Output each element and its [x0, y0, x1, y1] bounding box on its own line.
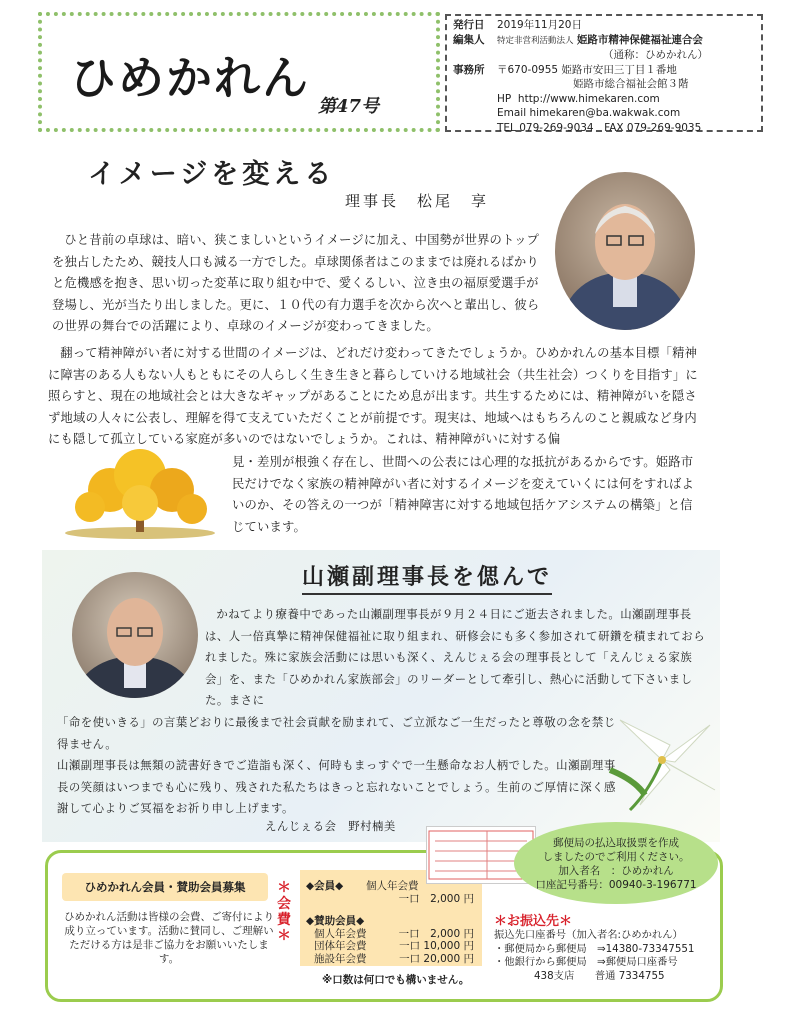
regular-member-label: ◆会員◆ — [306, 880, 344, 892]
bubble-line: しましたのでご利用ください。 — [542, 851, 690, 863]
fee-row-name: 個人年会費 — [314, 927, 367, 940]
bubble-line: 郵便局の払込取扱票を作成 — [553, 837, 679, 849]
newsletter-logo: ひめかれん — [70, 51, 310, 105]
date-label: 発行日 — [453, 19, 485, 31]
postal-transfer-bubble — [514, 822, 718, 904]
lily-illustration — [600, 700, 725, 820]
fee-row-name: 団体年会費 — [314, 940, 367, 952]
payment-line: 振込先口座番号（加入者名:ひめかれん） — [494, 929, 683, 941]
supporting-member-label: ◆賛助会員◆ — [306, 915, 365, 927]
membership-description: ひめかれん活動は皆様の会費、ご寄付により成り立っています。活動に賛同し、ご理解いただける方は是非ご協力をお願いいたします。 — [64, 911, 274, 965]
memorial-paragraph-1: かねてより療養中であった山瀬副理事長が９月２４日にご逝去されました。山瀬副理事長は、人一倍真摯に精神保健福祉に取り組まれ、研修会にも多く参加されて研鑽を積まれておられました。殊に家族会活動には思いも深く、えんじぇる会の理事長として「えんじぇる家族会」を、また「ひめかれん家族部会」のリーダーとして牽引し、熱心に活動して下さいました。まさに — [205, 607, 706, 707]
article-paragraph-3: 見・差別が根強く存在し、世間への公表には心理的な抵抗があるからです。姫路市民だけでなく家族の精神障がい者に対するイメージを変えていくには何をすればよいのか、その答えの一つが「精神障害に対する地域包括ケアシステムの構築」と信じています。 — [232, 455, 695, 534]
editor-org: 特定非営利活動法人 — [497, 35, 574, 46]
fee-row-value: 一口 10,000 円 — [399, 940, 474, 952]
hp-label: HP — [497, 92, 512, 105]
fee-label: ＊会費＊ — [277, 880, 291, 944]
email-link[interactable]: himekaren@ba.wakwak.com — [529, 107, 681, 119]
vice-chairman-photo — [72, 572, 198, 698]
memorial-paragraph-2: 「命を使いきる」の言葉どおりに最後まで社会貢献を励まれて、ご立派なご一生だったと尊敬の念を禁じ得ません。 — [57, 715, 616, 751]
office-building: 姫路市総合福祉会館３階 — [573, 78, 689, 90]
bubble-line: 口座記号番号：00940-3-196771 — [535, 879, 697, 891]
editor-alias: （通称：ひめかれん） — [603, 49, 708, 61]
fee-row-value: 一口 2,000 円 — [398, 927, 474, 940]
autumn-tree-illustration — [60, 445, 220, 540]
payment-title: ＊お振込先＊ — [494, 914, 573, 929]
fee-row — [306, 940, 476, 953]
bubble-line: 加入者名 ：ひめかれん — [558, 865, 674, 877]
editor-label: 編集人 — [453, 33, 485, 46]
office-label: 事務所 — [453, 63, 485, 76]
fee-note: ※口数は何口でも構いません。 — [322, 974, 470, 986]
memorial-title: 山瀬副理事長を偲んで — [302, 560, 552, 595]
memorial-signature: えんじぇる会 野村楠美 — [265, 819, 396, 833]
phone-fax: TEL 079-269-9034 FAX 079-269-9035 — [497, 121, 702, 134]
payment-details — [494, 929, 694, 983]
membership-title: ひめかれん会員・賛助会員募集 — [62, 873, 268, 901]
memorial-paragraph-3: 山瀬副理事長は無類の読書好きでご造詣も深く、何時もまっすぐで一生懸命なお人柄でした。山瀬副理事長の笑顔はいつまでも心に残り、残された私たちはきっと忘れないことでしょう。生前のご厚情に深く感謝して心よりご冥福をお祈り申し上げます。 — [57, 758, 616, 815]
article-paragraph-2: 翻って精神障がい者に対する世間のイメージは、どれだけ変わってきたでしょうか。ひめかれんの基本目標「精神に障害のある人もない人もともにその人らしく生き生きと暮らしていける地域社会（共生社会）つくりを目指す」に照らすと、現在の地域社会とは大きなギャップがあることにため息が出ます。共生するためには、精神障がいを隠さず地域の人々に公表し、理解を得て支えていただくことが前提です。現実は、地域へはもちろんのこと親戚など身内にも隠して孤立している家庭が多いのではないでしょうか。これは、精神障がいに対する偏 — [48, 346, 698, 446]
fee-row — [306, 953, 476, 966]
payment-line: ・他銀行から郵便局 ⇒郵便局口座番号 — [494, 956, 678, 968]
article-paragraph-1: ひと昔前の卓球は、暗い、狭こましいというイメージに加え、中国勢が世界のトップを独占したため、競技人口も減る一方でした。卓球関係者はこのままでは廃れるばかりと危機感を抱き、思い切った変革に取り組む中で、愛くるしい、泣き虫の福原愛選手が登場し、光が当たり出しました。更に、１０代の有力選手を次から次へと輩出し、彼らの世界の舞台での活躍により、卓球のイメージが変わってきました。 — [52, 233, 540, 333]
payment-line: 438支店 普通 7334755 — [534, 969, 665, 982]
publish-date: 2019年11月20日 — [497, 19, 582, 31]
issue-number: 第47号 — [318, 96, 380, 117]
fee-row-value: 一口 20,000 円 — [399, 952, 474, 965]
publication-info — [445, 14, 763, 132]
fee-row — [306, 928, 476, 941]
article-title: イメージを変える — [88, 159, 336, 190]
office-address: 〒670-0955 姫路市安田三丁目１番地 — [497, 63, 677, 76]
payment-line: ・郵便局から郵便局 ⇒14380-73347551 — [494, 942, 695, 955]
article-author: 理事長 松尾 享 — [345, 192, 490, 210]
fee-row-name: 施設年会費 — [314, 952, 367, 965]
editor-name: 姫路市精神保健福祉連合会 — [576, 33, 703, 46]
regular-fee-type: 個人年会費 — [366, 880, 419, 892]
homepage-link[interactable]: http://www.himekaren.com — [517, 92, 660, 105]
regular-fee: 一口 2,000 円 — [398, 892, 474, 905]
email-label: Email — [497, 107, 527, 119]
chairman-photo — [555, 172, 695, 330]
